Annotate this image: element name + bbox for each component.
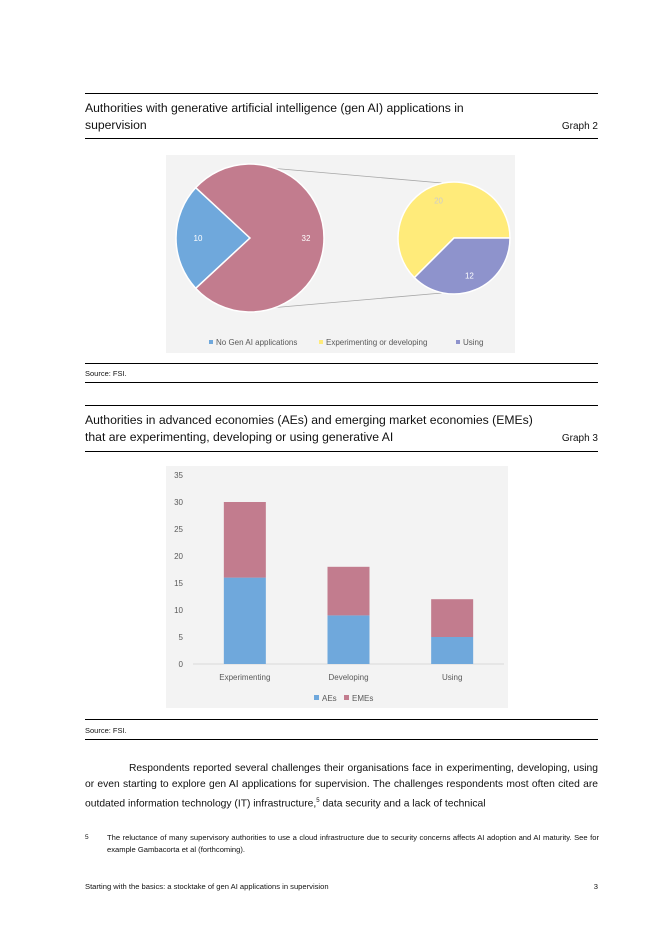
graph3-title: Authorities in advanced economies (AEs) and emerging market economies (EMEs) that are experimenting, developing or using generative AI [85, 413, 533, 444]
graph3-title-rule [85, 451, 598, 452]
bar-aes-experimenting [224, 578, 266, 664]
body-paragraph [85, 761, 598, 812]
y-tick-label: 25 [174, 525, 183, 534]
legend-swatch [314, 695, 319, 700]
bar-emes-developing [328, 567, 370, 616]
y-tick-label: 5 [178, 633, 183, 642]
graph3-source: Source: FSI. [85, 726, 127, 735]
graph2-label: Graph 2 [561, 121, 598, 132]
body-paragraph-rest: data security and a lack of technical [319, 798, 486, 810]
graph2-title: Authorities with generative artificial intelligence (gen AI) applications in supervision [85, 101, 464, 132]
y-tick-label: 30 [174, 498, 183, 507]
bar-aes-using [431, 637, 473, 664]
graph2-chart-panel [166, 155, 515, 353]
body-paragraph-text: Respondents reported several challenges their organisations face in experimenting, developing, using or even starting to explore gen AI applications for supervision. The challenges respondents most often cited are outdated information technology (IT) infrastructure, [85, 763, 598, 810]
footnote-number: 5 [85, 834, 89, 841]
x-tick-label: Using [441, 673, 463, 682]
graph2-title-rule [85, 138, 598, 139]
y-tick-label: 20 [174, 552, 183, 561]
main-pie-value-label: 32 [301, 234, 311, 243]
legend-label: EMEs [352, 694, 374, 703]
graph2-bottom-rule [85, 382, 598, 383]
graph3-chart-panel [166, 466, 508, 708]
y-tick-label: 10 [174, 606, 183, 615]
y-tick-label: 35 [174, 471, 183, 480]
main-pie-value-label: 10 [193, 234, 203, 243]
graph3-label: Graph 3 [561, 433, 598, 444]
footnote-text: The reluctance of many supervisory authorities to use a cloud infrastructure due to security concerns affects AI adoption and AI maturity. See for example Gambacorta et al (forthcoming). [107, 833, 599, 854]
legend-label: Using [463, 338, 484, 347]
secondary-pie-value-label: 20 [434, 196, 444, 206]
legend-label: AEs [322, 694, 337, 703]
graph3-source-top-rule [85, 719, 598, 720]
secondary-pie-value-label: 12 [464, 271, 474, 281]
graph2-source-top-rule [85, 363, 598, 364]
legend-swatch [344, 695, 349, 700]
bar-emes-experimenting [224, 502, 266, 578]
legend-swatch [209, 340, 213, 344]
graph2-source: Source: FSI. [85, 369, 127, 378]
footer-title: Starting with the basics: a stocktake of gen AI applications in supervision [85, 882, 329, 891]
footnote-ref[interactable]: 5 [316, 798, 320, 804]
legend-label: Experimenting or developing [326, 338, 428, 347]
graph3-bottom-rule [85, 739, 598, 740]
graph2-pie-chart [166, 155, 515, 353]
x-tick-label: Experimenting [219, 673, 271, 682]
legend-swatch [319, 340, 323, 344]
x-tick-label: Developing [328, 673, 369, 682]
footer-page-number: 3 [593, 882, 598, 891]
legend-label: No Gen AI applications [216, 338, 298, 347]
legend-swatch [456, 340, 460, 344]
y-tick-label: 0 [178, 660, 183, 669]
graph3-bar-chart [166, 466, 508, 708]
y-tick-label: 15 [174, 579, 183, 588]
graph2-top-rule [85, 93, 598, 94]
graph3-top-rule [85, 405, 598, 406]
bar-emes-using [431, 599, 473, 637]
bar-aes-developing [328, 615, 370, 664]
